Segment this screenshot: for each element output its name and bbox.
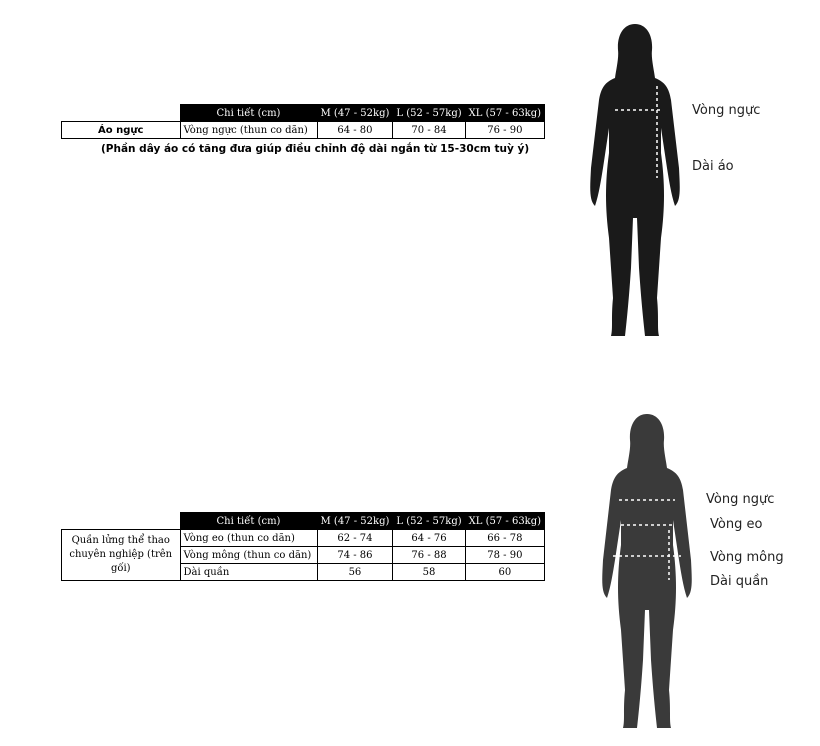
figure2-label-chest: Vòng ngực: [706, 492, 775, 507]
figure2-label-waist: Vòng eo: [710, 517, 763, 532]
pants-row-l: 58: [393, 564, 465, 581]
figure2-label-hip: Vòng mông: [710, 550, 784, 565]
figure1-label-chest: Vòng ngực: [692, 103, 761, 118]
bra-strap-note: (Phần dây áo có tăng đưa giúp điều chỉnh độ dài ngắn từ 15-30cm tuỳ ý): [101, 143, 530, 155]
pants-header-detail: Chi tiết (cm): [180, 513, 317, 530]
bra-header-m: M (47 - 52kg): [317, 105, 393, 122]
pants-header-m: M (47 - 52kg): [317, 513, 393, 530]
pants-product-name: Quần lửng thể thao chuyên nghiệp (trên gối): [62, 530, 181, 581]
pants-row-xl: 60: [465, 564, 544, 581]
bra-header-xl: XL (57 - 63kg): [465, 105, 544, 122]
figure1-label-length: Dài áo: [692, 159, 734, 174]
bra-row-detail: Vòng ngực (thun co dãn): [180, 122, 317, 139]
pants-header-l: L (52 - 57kg): [393, 513, 465, 530]
bra-header-l: L (52 - 57kg): [393, 105, 465, 122]
bra-row-xl: 76 - 90: [465, 122, 544, 139]
pants-row-xl: 66 - 78: [465, 530, 544, 547]
pants-row-m: 62 - 74: [317, 530, 393, 547]
pants-row-xl: 78 - 90: [465, 547, 544, 564]
body-silhouette-figure-1: [585, 18, 685, 338]
bra-size-table: [61, 104, 545, 139]
pants-header-xl: XL (57 - 63kg): [465, 513, 544, 530]
bra-row-m: 64 - 80: [317, 122, 393, 139]
pants-row-m: 56: [317, 564, 393, 581]
pants-size-table: [61, 512, 545, 581]
pants-row-m: 74 - 86: [317, 547, 393, 564]
body-silhouette-figure-2: [597, 410, 697, 732]
figure2-label-length: Dài quần: [710, 574, 769, 589]
pants-row-detail: Vòng eo (thun co dãn): [180, 530, 317, 547]
bra-header-detail: Chi tiết (cm): [180, 105, 317, 122]
pants-row-detail: Dài quần: [180, 564, 317, 581]
bra-row-l: 70 - 84: [393, 122, 465, 139]
pants-row-l: 76 - 88: [393, 547, 465, 564]
pants-row-detail: Vòng mông (thun co dãn): [180, 547, 317, 564]
bra-product-name: Áo ngực: [62, 122, 181, 139]
pants-row-l: 64 - 76: [393, 530, 465, 547]
